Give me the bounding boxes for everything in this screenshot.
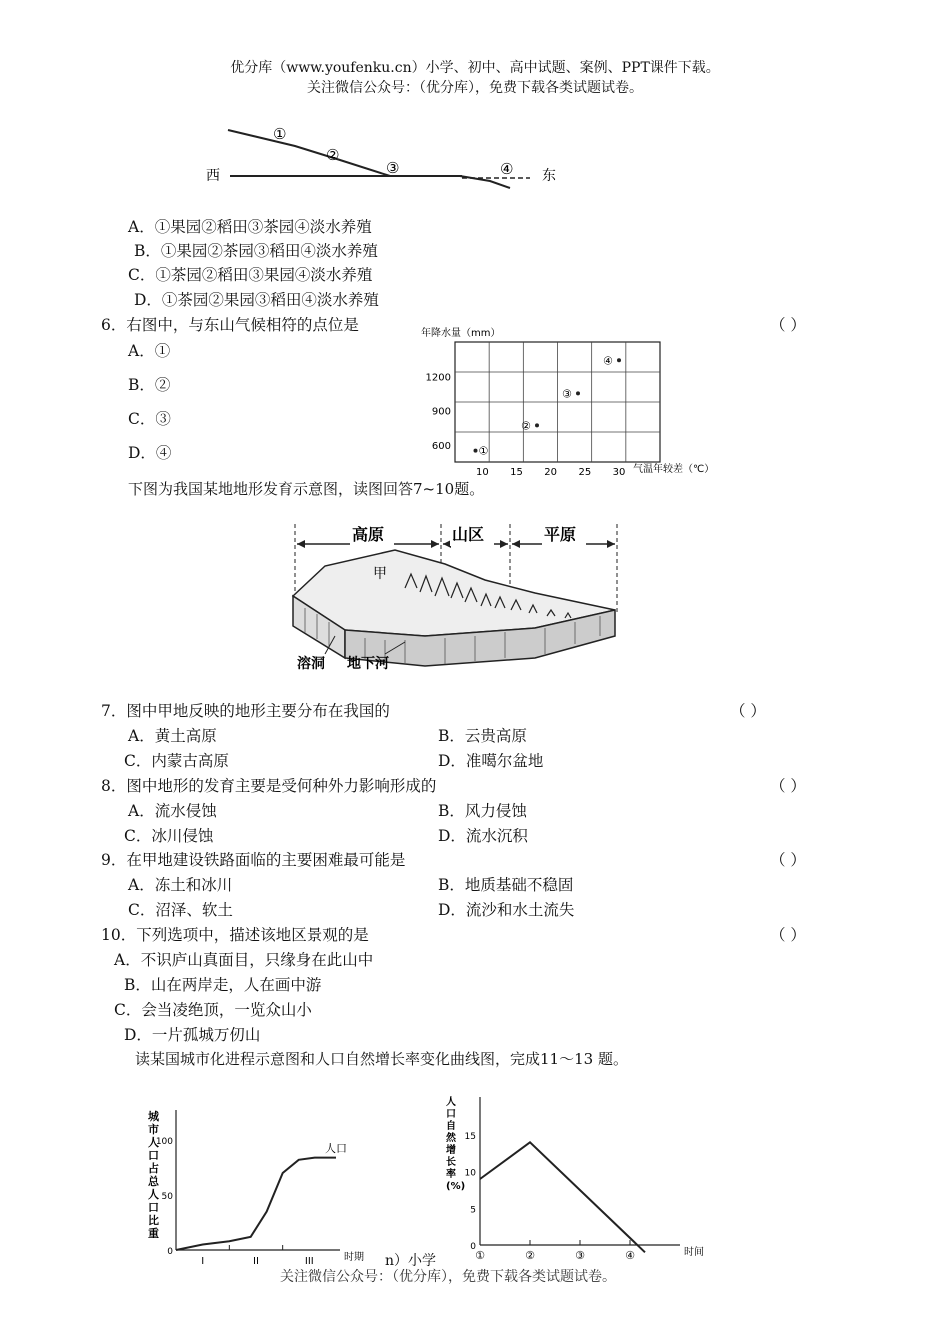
q8-option-c[interactable]: C．冰川侵蚀 bbox=[124, 827, 214, 845]
urban-ytick-label: 0 bbox=[167, 1247, 173, 1257]
q9-option-c[interactable]: C．沼泽、软土 bbox=[128, 901, 233, 919]
profile-figure bbox=[200, 118, 570, 190]
label-cave: 溶洞 bbox=[297, 656, 325, 672]
west-label: 西 bbox=[206, 168, 220, 184]
q8-option-b[interactable]: B．风力侵蚀 bbox=[438, 802, 527, 820]
header-line-1: 优分库（www.youfenku.cn）小学、初中、高中试题、案例、PPT课件下载。 bbox=[230, 60, 720, 76]
q9-option-a[interactable]: A．冻土和冰川 bbox=[128, 876, 233, 894]
point-2-label: ② bbox=[326, 146, 340, 164]
scatter-xtick-label: 30 bbox=[612, 467, 626, 478]
growth-ytick-label: 0 bbox=[470, 1242, 476, 1252]
q5-option-d[interactable]: D．①茶园②果园③稻田④淡水养殖 bbox=[134, 291, 379, 309]
urban-population-curve bbox=[176, 1158, 336, 1250]
region-plain: 平原 bbox=[544, 525, 577, 544]
growth-ylabel-char: 增 bbox=[446, 1145, 456, 1156]
q10-option-b[interactable]: B．山在两岸走，人在画中游 bbox=[124, 976, 322, 994]
urban-ylabel-char: 人 bbox=[148, 1188, 159, 1201]
q5-option-b[interactable]: B．①果园②茶园③稻田④淡水养殖 bbox=[134, 242, 378, 260]
terrain-profile-line bbox=[228, 130, 510, 188]
q6-option-b[interactable]: B．② bbox=[128, 376, 171, 394]
scatter-point-2 bbox=[535, 423, 539, 427]
scatter-point-3 bbox=[576, 391, 580, 395]
q6-option-c[interactable]: C．③ bbox=[128, 410, 171, 428]
scatter-xlabel: 气温年较差（℃） bbox=[633, 464, 715, 475]
q6-option-a[interactable]: A．① bbox=[128, 342, 171, 360]
urban-ylabel-char: 人 bbox=[148, 1136, 159, 1149]
urban-xlabel: 时期 bbox=[344, 1252, 364, 1263]
q10-option-d[interactable]: D．一片孤城万仞山 bbox=[124, 1026, 261, 1044]
scatter-point-1 bbox=[474, 449, 478, 453]
landform-diagram bbox=[285, 518, 630, 690]
growth-ylabel-char: (%) bbox=[446, 1181, 466, 1192]
urban-ylabel-char: 口 bbox=[148, 1149, 159, 1162]
urban-ytick-label: 100 bbox=[155, 1137, 173, 1147]
scatter-point-4 bbox=[617, 358, 621, 362]
point-3-label: ③ bbox=[386, 159, 400, 177]
growth-ytick-label: 5 bbox=[470, 1205, 476, 1216]
q6-option-d[interactable]: D．④ bbox=[128, 444, 172, 462]
q7-stem: 7．图中甲地反映的地形主要分布在我国的 bbox=[101, 702, 390, 720]
scatter-ytick-label: 1200 bbox=[425, 372, 451, 384]
growth-ylabel-char: 然 bbox=[446, 1133, 456, 1144]
point-1-label: ① bbox=[273, 125, 287, 143]
urban-ytick-label: 50 bbox=[161, 1192, 173, 1202]
label-jia: 甲 bbox=[373, 566, 387, 582]
urban-ylabel-char: 比 bbox=[148, 1214, 159, 1227]
east-label: 东 bbox=[542, 168, 556, 184]
q10-option-a[interactable]: A．不识庐山真面目，只缘身在此山中 bbox=[114, 951, 374, 969]
growth-xlabel: 时间 bbox=[684, 1247, 704, 1258]
q7-option-d[interactable]: D．准噶尔盆地 bbox=[438, 752, 544, 770]
q8-stem: 8．图中地形的发育主要是受何种外力影响形成的 bbox=[101, 777, 437, 795]
growth-ylabel-char: 人 bbox=[446, 1097, 456, 1108]
region-plateau: 高原 bbox=[352, 525, 385, 544]
urban-xtick-label: I bbox=[201, 1256, 205, 1267]
growth-ylabel-char: 口 bbox=[446, 1109, 456, 1120]
q10-option-c[interactable]: C．会当凌绝顶，一览众山小 bbox=[114, 1001, 312, 1019]
growth-xtick-label: ④ bbox=[625, 1249, 635, 1262]
urban-ylabel-char: 重 bbox=[148, 1227, 159, 1240]
urban-ylabel-char: 总 bbox=[148, 1175, 159, 1188]
intro-11-13: 读某国城市化进程示意图和人口自然增长率变化曲线图，完成11～13 题。 bbox=[135, 1050, 628, 1068]
header-line-2: 关注微信公众号：（优分库），免费下载各类试题试卷。 bbox=[307, 80, 643, 96]
urban-xtick-label: III bbox=[304, 1256, 314, 1267]
growth-xtick-label: ③ bbox=[575, 1249, 585, 1262]
q8-answer-paren[interactable]: （ ） bbox=[770, 777, 806, 795]
point-4-label: ④ bbox=[500, 160, 514, 178]
footer-partial-2: 关注微信公众号：（优分库），免费下载各类试题试卷。 bbox=[280, 1269, 616, 1285]
q10-answer-paren[interactable]: （ ） bbox=[770, 926, 806, 944]
urban-series-label: 人口 bbox=[325, 1142, 347, 1155]
intro-7-10: 下图为我国某地地形发育示意图，读图回答7~10题。 bbox=[128, 480, 485, 498]
scatter-point-label-1: ① bbox=[478, 444, 489, 458]
q6-stem: 6．右图中，与东山气候相符的点位是 bbox=[101, 316, 359, 334]
growth-ylabel-char: 长 bbox=[446, 1157, 456, 1168]
scatter-xtick-label: 25 bbox=[578, 467, 592, 478]
urban-ylabel-char: 城 bbox=[148, 1110, 159, 1123]
q10-stem: 10．下列选项中，描述该地区景观的是 bbox=[101, 926, 369, 944]
q6-answer-paren[interactable]: （ ） bbox=[770, 316, 806, 334]
growth-rate-line bbox=[480, 1142, 645, 1252]
scatter-xtick-label: 15 bbox=[510, 467, 523, 478]
urbanization-chart bbox=[140, 1100, 380, 1270]
q7-option-b[interactable]: B．云贵高原 bbox=[438, 727, 527, 745]
climate-scatter-chart bbox=[415, 322, 725, 482]
q8-option-d[interactable]: D．流水沉积 bbox=[438, 827, 528, 845]
scatter-xtick-label: 10 bbox=[475, 467, 489, 478]
q7-answer-paren[interactable]: （ ） bbox=[730, 702, 766, 720]
urban-ylabel-char: 口 bbox=[148, 1201, 159, 1214]
scatter-point-label-2: ② bbox=[521, 419, 531, 433]
q5-option-c[interactable]: C．①茶园②稻田③果园④淡水养殖 bbox=[128, 266, 373, 284]
urban-xtick-label: II bbox=[253, 1256, 259, 1267]
label-underground-river: 地下河 bbox=[347, 656, 389, 672]
growth-rate-chart bbox=[440, 1093, 720, 1268]
scatter-ylabel: 年降水量（mm） bbox=[421, 328, 501, 339]
q9-option-d[interactable]: D．流沙和水土流失 bbox=[438, 901, 575, 919]
scatter-ytick-label: 600 bbox=[431, 440, 451, 452]
growth-ylabel-char: 率 bbox=[446, 1169, 456, 1180]
q9-option-b[interactable]: B．地质基础不稳固 bbox=[438, 876, 574, 894]
q8-option-a[interactable]: A．流水侵蚀 bbox=[128, 802, 217, 820]
growth-ytick-label: 15 bbox=[464, 1132, 476, 1142]
growth-ylabel-char: 自 bbox=[446, 1121, 456, 1132]
growth-xtick-label: ① bbox=[475, 1249, 485, 1262]
q7-option-a[interactable]: A．黄土高原 bbox=[128, 727, 217, 745]
scatter-ytick-label: 900 bbox=[431, 406, 451, 418]
scatter-xtick-label: 20 bbox=[544, 467, 558, 478]
q9-stem: 9．在甲地建设铁路面临的主要困难最可能是 bbox=[101, 851, 406, 869]
urban-ylabel-char: 市 bbox=[148, 1123, 159, 1136]
growth-xtick-label: ② bbox=[525, 1249, 535, 1262]
urban-ylabel-char: 占 bbox=[148, 1162, 159, 1175]
footer-partial-1: n）小学 bbox=[385, 1253, 437, 1269]
region-mountain: 山区 bbox=[452, 525, 485, 544]
q5-option-a[interactable]: A．①果园②稻田③茶园④淡水养殖 bbox=[128, 218, 372, 236]
scatter-point-label-4: ④ bbox=[603, 354, 613, 368]
growth-ytick-label: 10 bbox=[464, 1168, 476, 1179]
q9-answer-paren[interactable]: （ ） bbox=[770, 851, 806, 869]
q7-option-c[interactable]: C．内蒙古高原 bbox=[124, 752, 229, 770]
scatter-point-label-3: ③ bbox=[562, 387, 572, 401]
